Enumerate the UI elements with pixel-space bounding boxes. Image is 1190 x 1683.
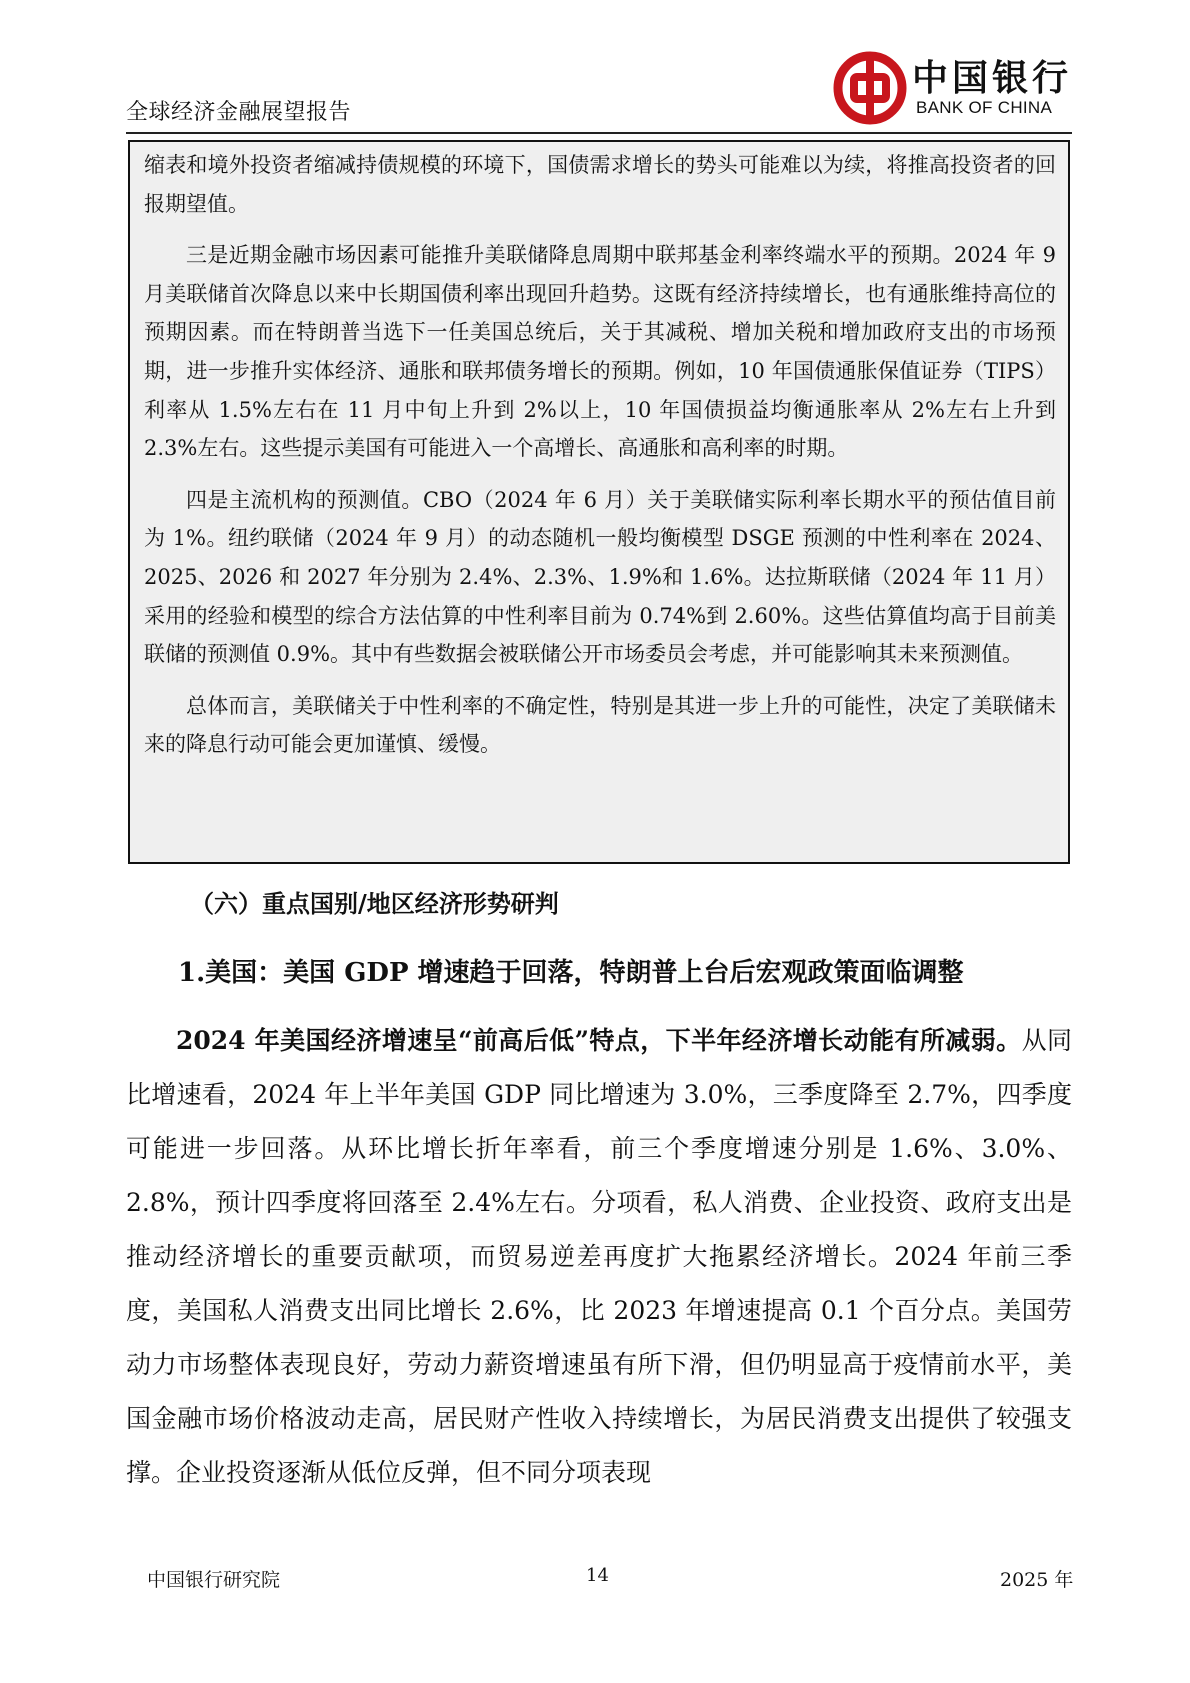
logo-english-name: BANK OF CHINA <box>916 98 1053 117</box>
footer-year: 2025 年 <box>1000 1569 1074 1591</box>
boxed-analysis <box>128 140 1070 864</box>
footer-institute: 中国银行研究院 <box>147 1569 281 1591</box>
body-paragraph <box>126 1014 1072 1500</box>
subsection-heading: 1.美国：美国 GDP 增速趋于回落，特朗普上台后宏观政策面临调整 <box>178 958 964 988</box>
body-text <box>126 1014 1072 1500</box>
body-content: 从同比增速看，2024 年上半年美国 GDP 同比增速为 3.0%，三季度降至 2.7%，四季度可能进一步回落。从环比增长折年率看，前三个季度增速分别是 1.6%、3.0%、2.8%，预计四季度将回落至 2.4%左右。分项看，私人消费、企业投资、政府支出是推动经济增长的重要贡献项，而贸易逆差再度扩大拖累经济增长。2024 年前三季度，美国私人消费支出同比增长 2.6%，比 2023 年增速提高 0.1 个百分点。美国劳动力市场整体表现良好，劳动力薪资增速虽有所下滑，但仍明显高于疫情前水平，美国金融市场价格波动走高，居民财产性收入持续增长，为居民消费支出提供了较强支撑。企业投资逐渐从低位反弹，但不同分项表现 <box>126 1026 1072 1487</box>
box-paragraph: 总体而言，美联储关于中性利率的不确定性，特别是其进一步上升的可能性，决定了美联储未来的降息行动可能会更加谨慎、缓慢。 <box>144 693 1056 757</box>
box-paragraph: 四是主流机构的预测值。CBO（2024 年 6 月）关于美联储实际利率长期水平的预估值目前为 1%。纽约联储（2024 年 9 月）的动态随机一般均衡模型 DSGE 预测的中性利率在 2024、2025、2026 和 2027 年分别为 2.4%、2.3%、1.9%和 1.6%。达拉斯联储（2024 年 11 月）采用的经验和模型的综合方法估算的中性利率目前为 0.74%到 2.60%。这些估算值均高于目前美联储的预测值 0.9%。其中有些数据会被联储公开市场委员会考虑，并可能影响其未来预测值。 <box>144 487 1056 667</box>
box-paragraph: 三是近期金融市场因素可能推升美联储降息周期中联邦基金利率终端水平的预期。2024 年 9 月美联储首次降息以来中长期国债利率出现回升趋势。这既有经济持续增长，也有通胀维持高位的预期因素。而在特朗普当选下一任美国总统后，关于其减税、增加关税和增加政府支出的市场预期，进一步推升实体经济、通胀和联邦债务增长的预期。例如，10 年国债通胀保值证券（TIPS）利率从 1.5%左右在 11 月中旬上升到 2%以上，10 年国债损益均衡通胀率从 2%左右上升到 2.3%左右。这些提示美国有可能进入一个高增长、高通胀和高利率的时期。 <box>144 243 1056 461</box>
box-paragraph: 缩表和境外投资者缩减持债规模的环境下，国债需求增长的势头可能难以为续，将推高投资者的回报期望值。 <box>144 153 1056 216</box>
bank-of-china-logo <box>832 48 1072 128</box>
header-divider <box>126 132 1072 134</box>
bank-logo-icon <box>832 50 908 126</box>
logo-chinese-name: 中国银行 <box>912 57 1073 99</box>
lead-sentence: 2024 年美国经济增速呈“前高后低”特点，下半年经济增长动能有所减弱。 <box>176 1026 1022 1055</box>
page-number: 14 <box>586 1565 609 1586</box>
section-heading: （六）重点国别/地区经济形势研判 <box>190 889 559 918</box>
report-title: 全球经济金融展望报告 <box>126 100 352 125</box>
